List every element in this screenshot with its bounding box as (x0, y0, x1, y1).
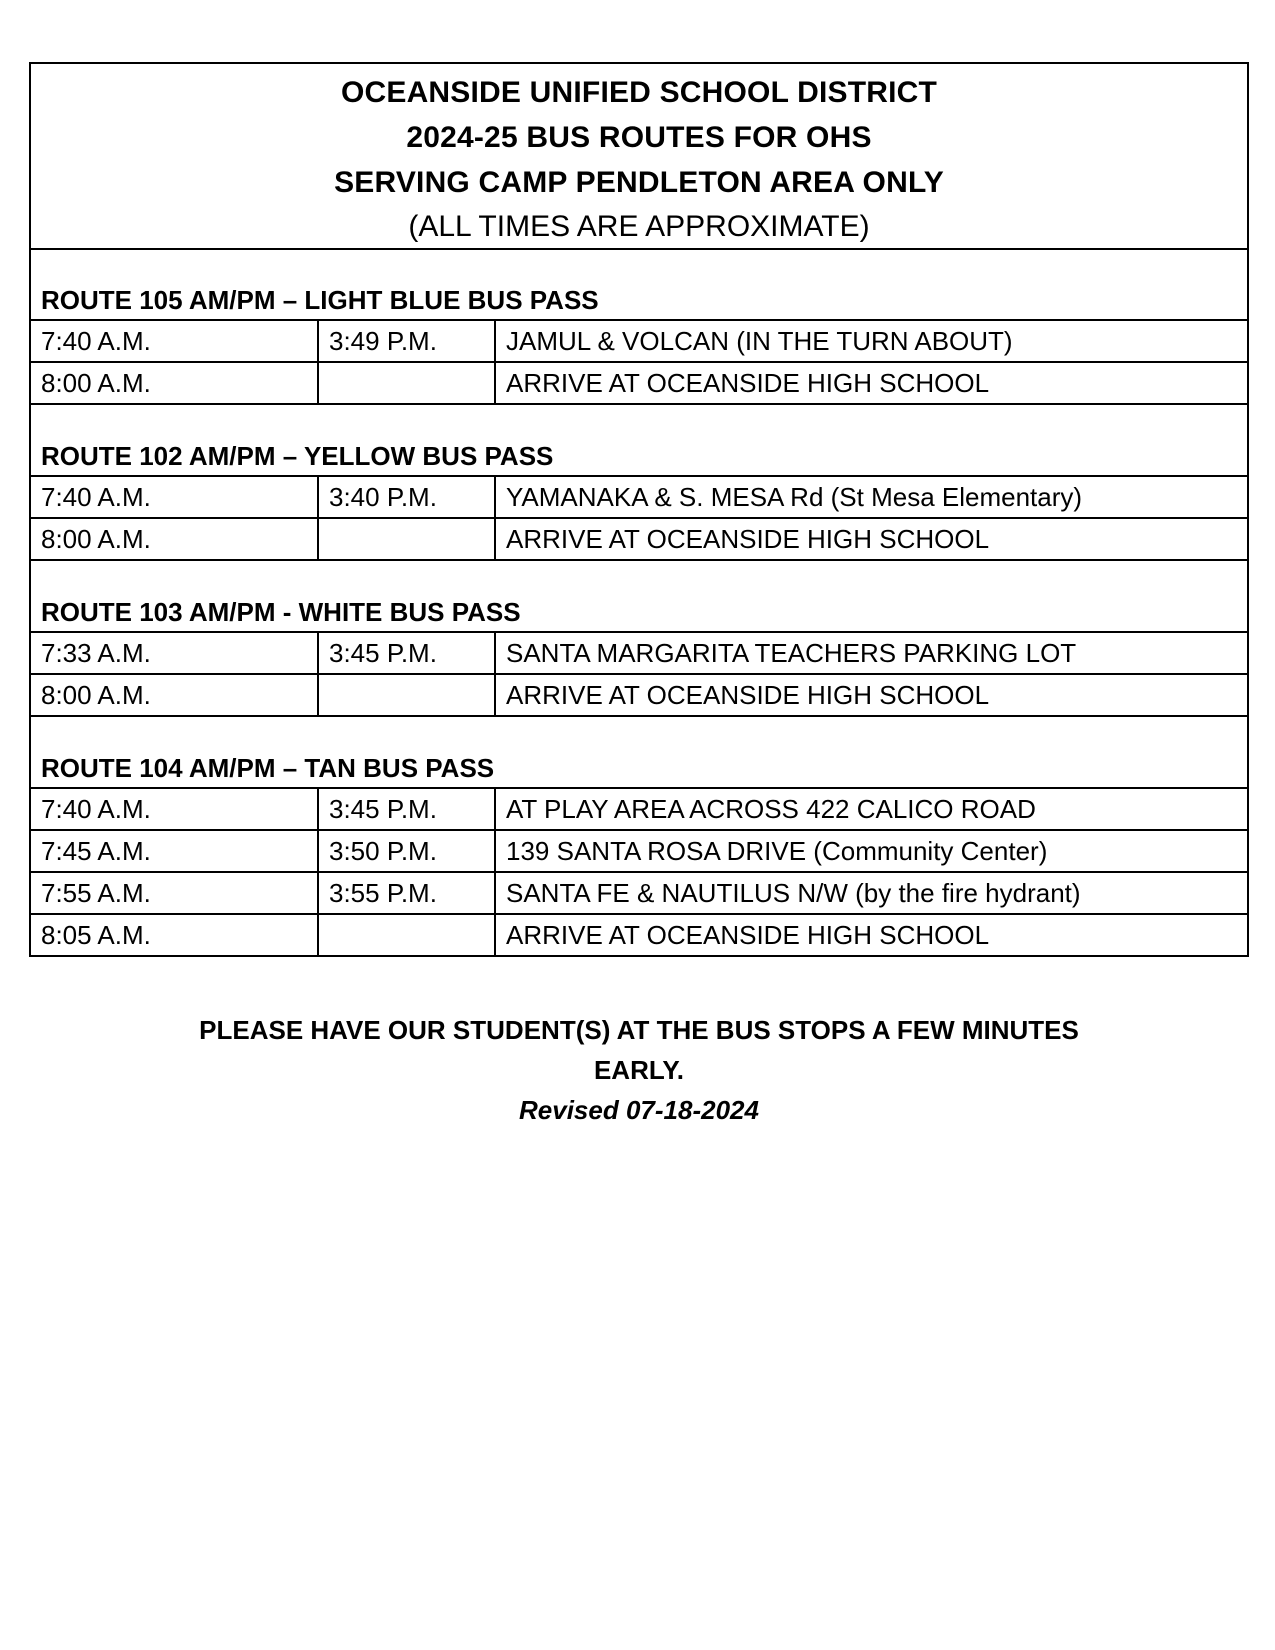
table-row (31, 675, 1247, 717)
pm-time-cell (319, 363, 496, 403)
stop-location-cell: ARRIVE AT OCEANSIDE HIGH SCHOOL (506, 920, 990, 950)
route-title-row (31, 250, 1247, 321)
route-title: ROUTE 102 AM/PM – YELLOW BUS PASS (41, 441, 554, 471)
pm-time-cell: 3:55 P.M. (319, 873, 496, 913)
stop-location-cell: AT PLAY AREA ACROSS 422 CALICO ROAD (506, 794, 1036, 824)
route-title-row (31, 717, 1247, 789)
route-section (31, 405, 1247, 561)
stop-location-cell: SANTA MARGARITA TEACHERS PARKING LOT (506, 638, 1077, 668)
revision-date: Revised 07-18-2024 (519, 1095, 759, 1125)
document-footer (29, 1010, 1249, 1130)
table-row (31, 633, 1247, 675)
pm-time-cell (319, 519, 496, 559)
stop-location-cell: ARRIVE AT OCEANSIDE HIGH SCHOOL (506, 524, 990, 554)
table-row (31, 789, 1247, 831)
approximate-times-note: (ALL TIMES ARE APPROXIMATE) (408, 210, 870, 243)
pm-time-cell (319, 915, 496, 955)
document-title: 2024-25 BUS ROUTES FOR OHS (406, 121, 872, 154)
route-title-row (31, 561, 1247, 633)
early-arrival-notice: PLEASE HAVE OUR STUDENT(S) AT THE BUS STOPS A FEW MINUTES EARLY. (199, 1015, 1079, 1085)
table-row (31, 915, 1247, 955)
pm-time-cell (319, 675, 496, 715)
am-time-cell: 7:33 A.M. (31, 633, 319, 673)
stop-location-cell: ARRIVE AT OCEANSIDE HIGH SCHOOL (506, 680, 990, 710)
am-time-cell: 7:55 A.M. (31, 873, 319, 913)
pm-time-cell: 3:50 P.M. (319, 831, 496, 871)
stop-location-cell: YAMANAKA & S. MESA Rd (St Mesa Elementary) (506, 482, 1083, 512)
table-row (31, 873, 1247, 915)
am-time-cell: 8:05 A.M. (31, 915, 319, 955)
route-section (31, 250, 1247, 405)
pm-time-cell: 3:40 P.M. (319, 477, 496, 517)
am-time-cell: 7:45 A.M. (31, 831, 319, 871)
route-title: ROUTE 103 AM/PM - WHITE BUS PASS (41, 597, 521, 627)
table-row (31, 831, 1247, 873)
am-time-cell: 8:00 A.M. (31, 675, 319, 715)
am-time-cell: 7:40 A.M. (31, 321, 319, 361)
bus-routes-table (29, 62, 1249, 957)
pm-time-cell: 3:45 P.M. (319, 789, 496, 829)
am-time-cell: 7:40 A.M. (31, 789, 319, 829)
table-row (31, 321, 1247, 363)
district-title: OCEANSIDE UNIFIED SCHOOL DISTRICT (340, 76, 938, 109)
pm-time-cell: 3:49 P.M. (319, 321, 496, 361)
service-area-title: SERVING CAMP PENDLETON AREA ONLY (334, 166, 944, 199)
route-title: ROUTE 105 AM/PM – LIGHT BLUE BUS PASS (41, 285, 599, 315)
route-title-row (31, 405, 1247, 477)
stop-location-cell: SANTA FE & NAUTILUS N/W (by the fire hydrant) (506, 878, 1081, 908)
am-time-cell: 7:40 A.M. (31, 477, 319, 517)
stop-location-cell: JAMUL & VOLCAN (IN THE TURN ABOUT) (506, 326, 1013, 356)
route-section (31, 561, 1247, 717)
routes-list (31, 250, 1247, 955)
route-title: ROUTE 104 AM/PM – TAN BUS PASS (41, 753, 495, 783)
table-row (31, 363, 1247, 405)
am-time-cell: 8:00 A.M. (31, 363, 319, 403)
stop-location-cell: ARRIVE AT OCEANSIDE HIGH SCHOOL (506, 368, 990, 398)
am-time-cell: 8:00 A.M. (31, 519, 319, 559)
pm-time-cell: 3:45 P.M. (319, 633, 496, 673)
stop-location-cell: 139 SANTA ROSA DRIVE (Community Center) (506, 836, 1048, 866)
table-row (31, 519, 1247, 561)
document-header (31, 64, 1247, 250)
route-section (31, 717, 1247, 955)
table-row (31, 477, 1247, 519)
